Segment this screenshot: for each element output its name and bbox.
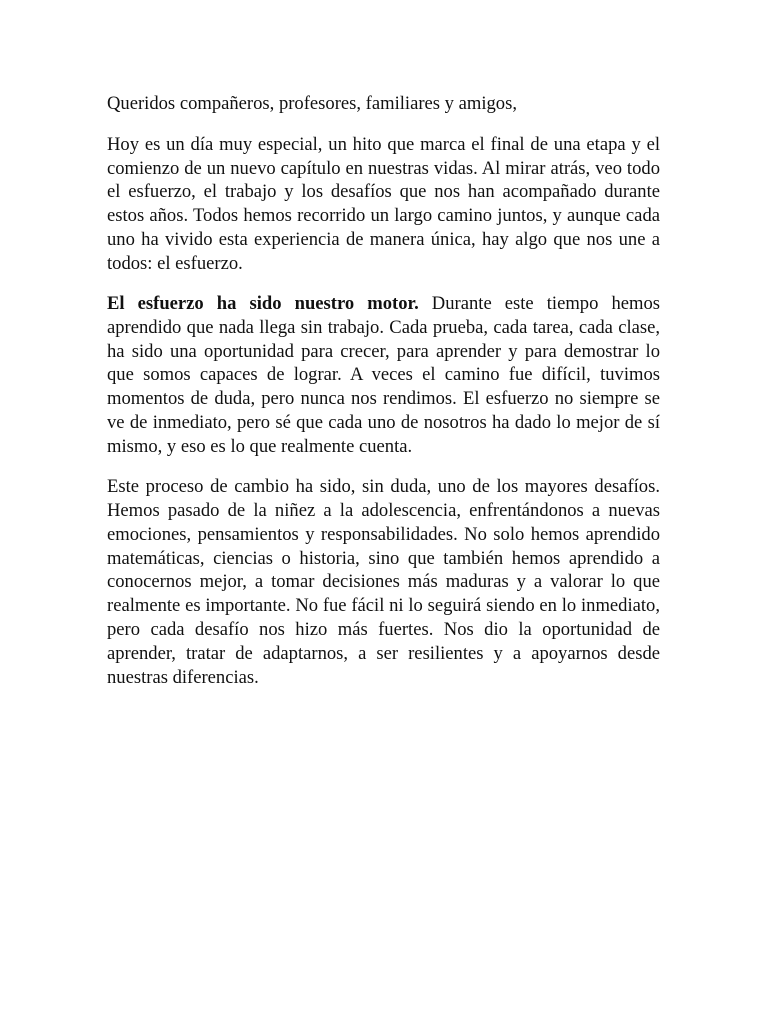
- paragraph-1: Hoy es un día muy especial, un hito que marca el final de una etapa y el comienzo de un nuevo capítulo en nuestras vidas. Al mirar atrás, veo todo el esfuerzo, el trabajo y los desafíos que nos han acompañado durante estos años. Todos hemos recorrido un largo camino juntos, y aunque cada uno ha vivido esta experiencia de manera única, hay algo que nos une a todos: el esfuerzo.: [107, 133, 660, 274]
- document-body: [107, 92, 660, 706]
- paragraph-2: [107, 292, 660, 459]
- paragraph-2-body: Durante este tiempo hemos aprendido que nada llega sin trabajo. Cada prueba, cada tarea, cada clase, ha sido una oportunidad para crecer, para aprender y para demostrar lo que somos capaces de lograr. A veces el camino fue difícil, tuvimos momentos de duda, pero nunca nos rendimos. El esfuerzo no siempre se ve de inmediato, pero sé que cada uno de nosotros ha dado lo mejor de sí mismo, y eso es lo que realmente cuenta.: [107, 293, 661, 457]
- paragraph-2-bold-lead: El esfuerzo ha sido nuestro motor.: [107, 293, 419, 315]
- paragraph-3: Este proceso de cambio ha sido, sin duda, uno de los mayores desafíos. Hemos pasado de la niñez a la adolescencia, enfrentándonos a nuevas emociones, pensamientos y responsabilidades. No solo hemos aprendido matemáticas, ciencias o historia, sino que también hemos aprendido a conocernos mejor, a tomar decisiones más maduras y a valorar lo que realmente es importante. No fue fácil ni lo seguirá siendo en lo inmediato, pero cada desafío nos hizo más fuertes. Nos dio la oportunidad de aprender, tratar de adaptarnos, a ser resilientes y a apoyarnos desde nuestras diferencias.: [107, 476, 660, 688]
- salutation: Queridos compañeros, profesores, familiares y amigos,: [107, 93, 517, 114]
